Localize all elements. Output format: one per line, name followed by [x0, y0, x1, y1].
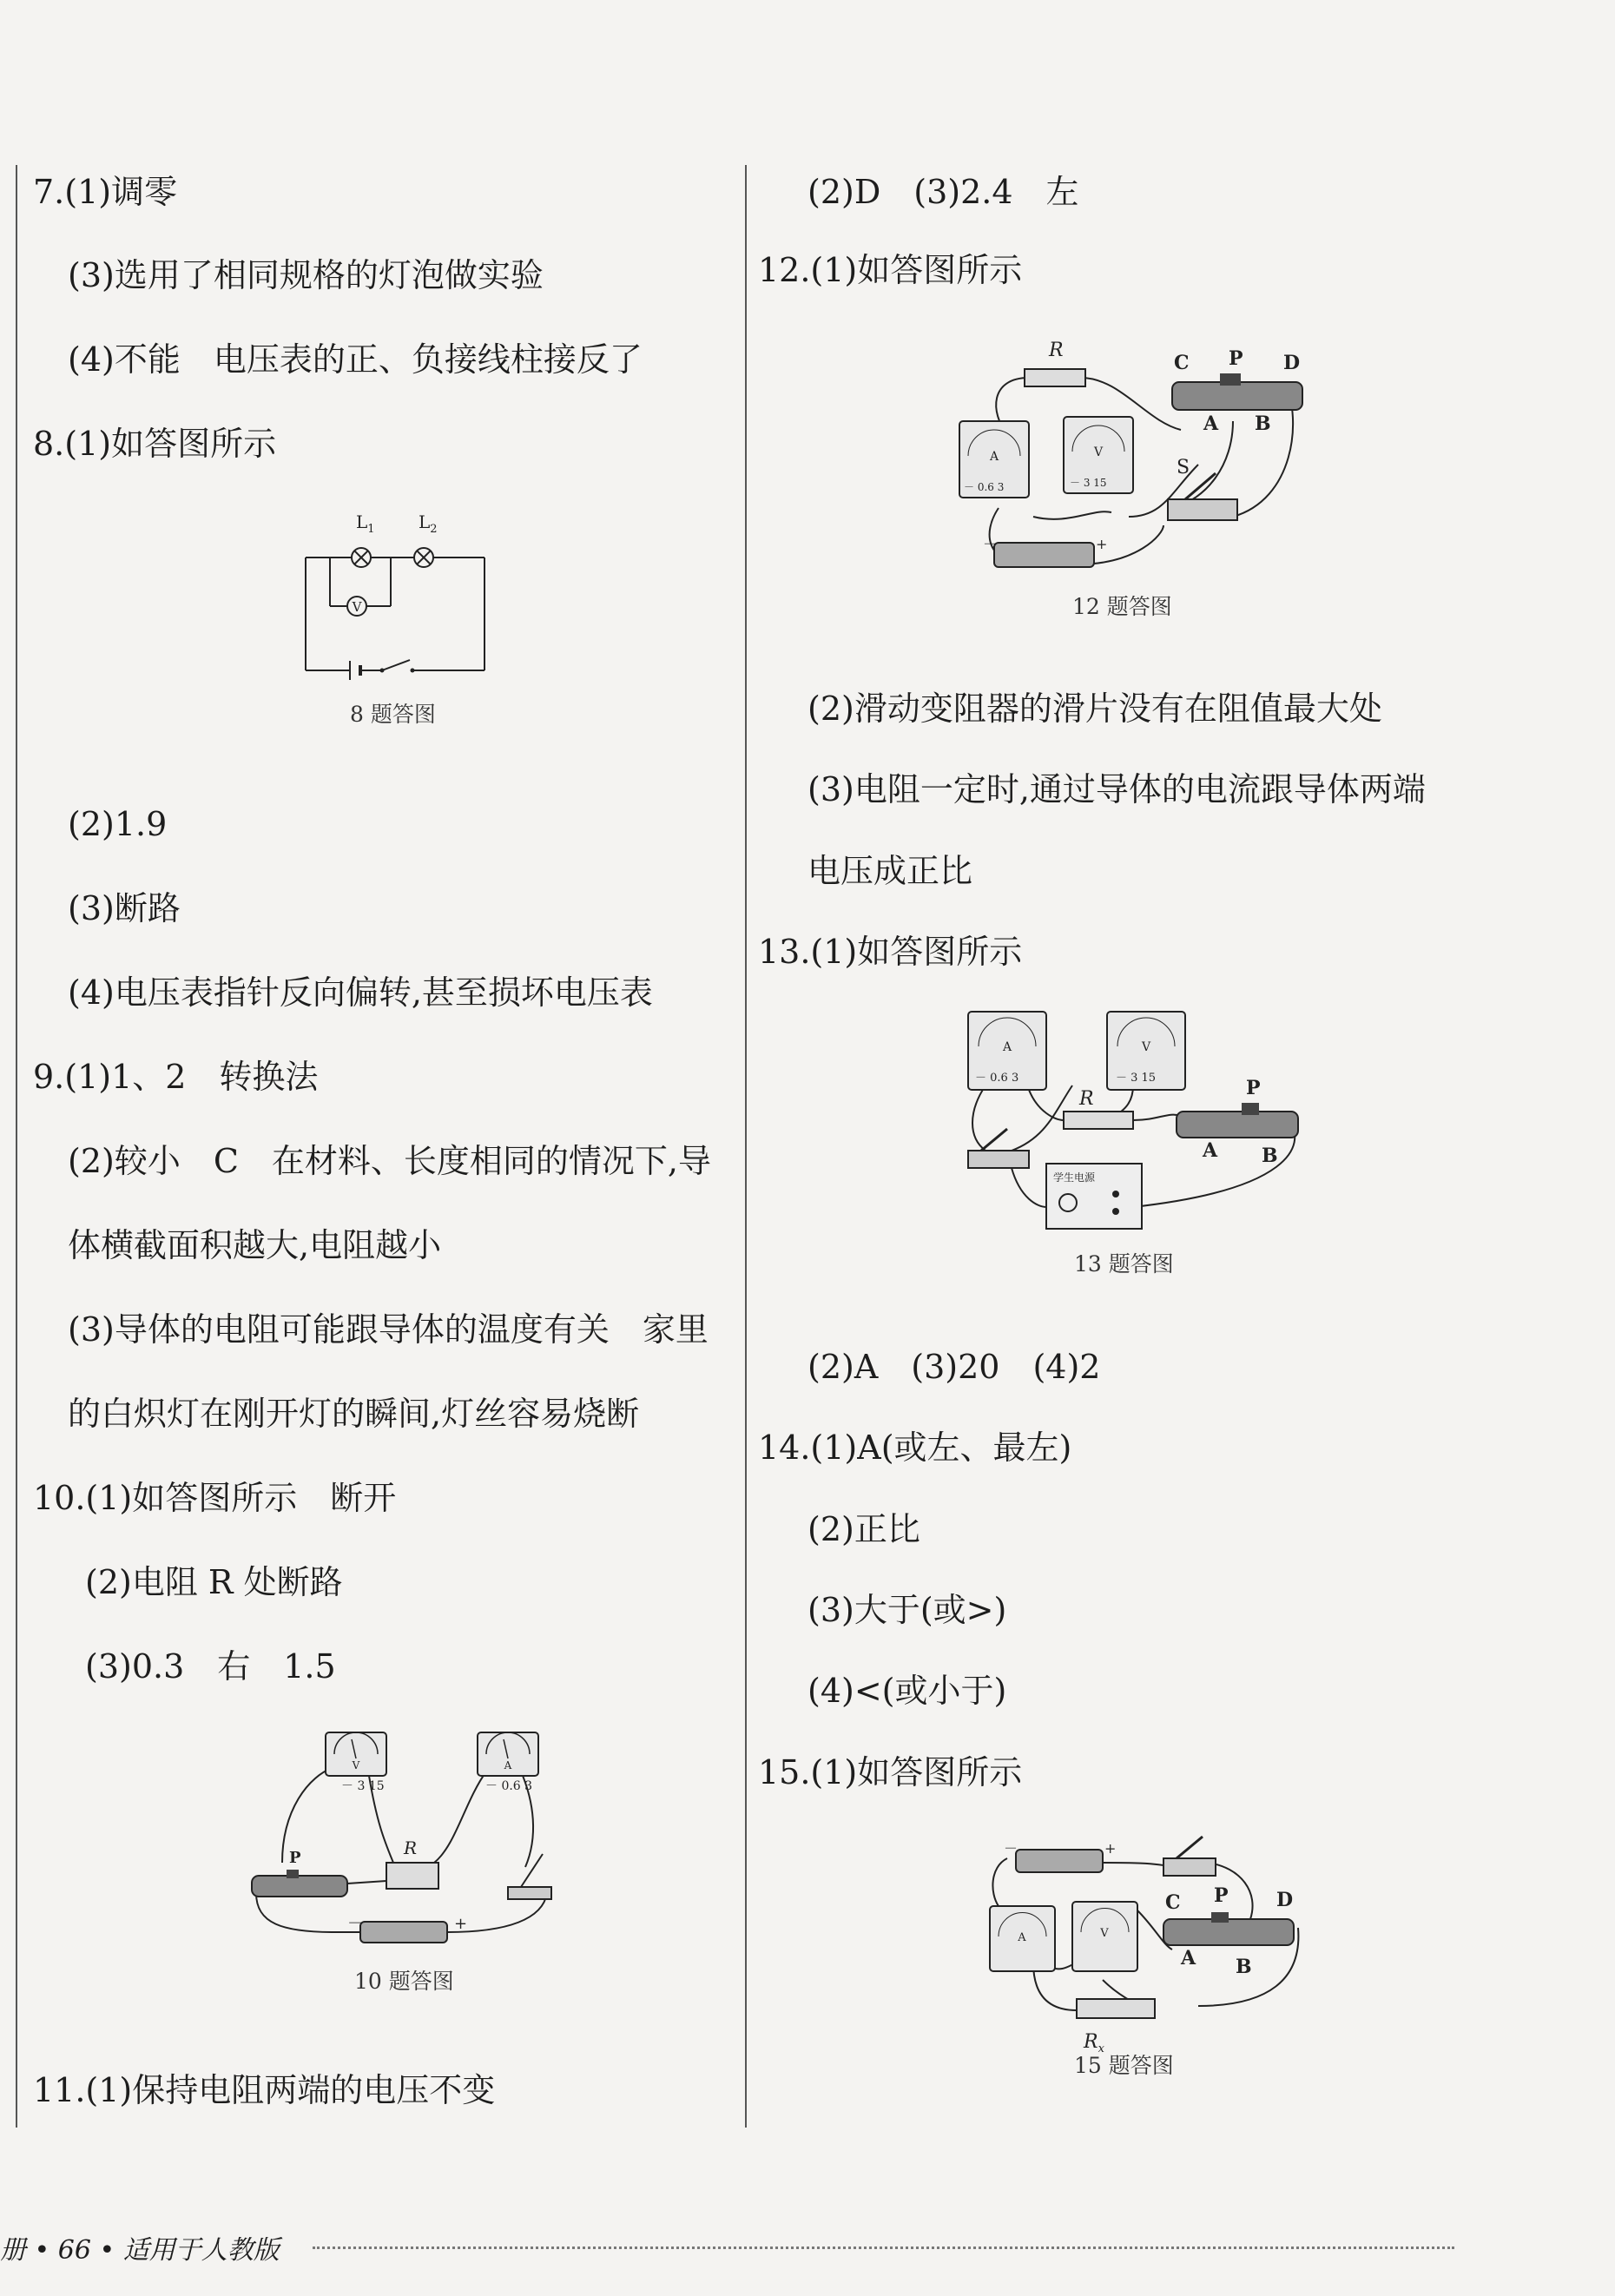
- svg-text:－ 0.6 3: － 0.6 3: [964, 481, 1005, 493]
- voltmeter-icon: [326, 1732, 386, 1793]
- answer-13-2: (2)A (3)20 (4)2: [808, 1348, 1101, 1386]
- answer-15-1: 15.(1)如答图所示: [758, 1753, 1023, 1791]
- caption-fig-15: 15 题答图: [1074, 2053, 1174, 2078]
- label-l2: $L_2$: [419, 511, 438, 536]
- figure-12-circuit: [946, 334, 1311, 573]
- answer-7-3: (3)选用了相同规格的灯泡做实验: [68, 256, 544, 294]
- svg-text:P: P: [1229, 347, 1243, 370]
- svg-text:－: －: [347, 1915, 363, 1933]
- resistor-rx-icon: [1077, 1999, 1155, 2055]
- answer-12-2: (2)滑动变阻器的滑片没有在阻值最大处: [808, 689, 1382, 728]
- svg-text:－: －: [1004, 1840, 1018, 1857]
- svg-text:A: A: [1203, 1139, 1218, 1162]
- svg-text:A: A: [1002, 1040, 1012, 1054]
- svg-text:B: B: [1236, 1956, 1252, 1978]
- battery-icon: [350, 661, 360, 680]
- battery-icon: [347, 1915, 467, 1943]
- svg-text:V: V: [1141, 1040, 1151, 1054]
- svg-text:A: A: [504, 1759, 512, 1771]
- svg-text:P: P: [289, 1849, 301, 1867]
- svg-text:V: V: [1100, 1927, 1109, 1940]
- left-margin-rule: [16, 165, 17, 2128]
- answer-7-1: 7.(1)调零: [33, 173, 178, 211]
- svg-text:P: P: [1214, 1884, 1229, 1907]
- footer-dotted-rule: [313, 2247, 1454, 2249]
- svg-text:B: B: [1255, 412, 1271, 435]
- ammeter-icon: [478, 1732, 538, 1793]
- answer-12-3-cont: 电压成正比: [808, 852, 973, 890]
- answer-9-2: (2)较小 C 在材料、长度相同的情况下,导: [68, 1142, 711, 1180]
- answer-8-2: (2)1.9: [68, 805, 168, 843]
- power-supply-icon: [1046, 1164, 1142, 1229]
- answer-9-3: (3)导体的电阻可能跟导体的温度有关 家里: [68, 1310, 709, 1349]
- battery-icon: [983, 536, 1107, 567]
- resistor-icon: [1025, 340, 1085, 386]
- answer-11-1: 11.(1)保持电阻两端的电压不变: [33, 2071, 496, 2109]
- answer-10-2: (2)电阻 R 处断路: [85, 1563, 343, 1601]
- svg-text:－ 3 15: － 3 15: [1116, 1072, 1157, 1085]
- svg-text:D: D: [1276, 1889, 1294, 1911]
- battery-icon: [1004, 1840, 1116, 1872]
- answer-7-4: (4)不能 电压表的正、负接线柱接反了: [68, 340, 643, 379]
- answer-9-3-cont: 的白炽灯在刚开灯的瞬间,灯丝容易烧断: [68, 1395, 640, 1433]
- svg-text:A: A: [1203, 412, 1219, 435]
- rheostat-icon: [252, 1849, 347, 1897]
- caption-fig-8: 8 题答图: [350, 702, 436, 727]
- lamp-l1-icon: [352, 548, 371, 567]
- svg-text:P: P: [1246, 1077, 1261, 1099]
- answer-9-2-cont: 体横截面积越大,电阻越小: [68, 1226, 442, 1264]
- svg-text:+: +: [1096, 536, 1108, 552]
- figure-13-circuit: [959, 1007, 1307, 1235]
- column-divider: [745, 165, 747, 2128]
- caption-fig-13: 13 题答图: [1074, 1251, 1174, 1277]
- answer-14-4: (4)<(或小于): [808, 1672, 1007, 1710]
- answer-12-1: 12.(1)如答图所示: [758, 251, 1023, 289]
- svg-text:D: D: [1283, 352, 1301, 374]
- answer-12-3: (3)电阻一定时,通过导体的电流跟导体两端: [808, 770, 1426, 808]
- svg-text:C: C: [1165, 1891, 1181, 1914]
- svg-text:R: R: [404, 1837, 418, 1858]
- svg-text:R: R: [1079, 1088, 1094, 1110]
- ammeter-icon: [959, 421, 1029, 498]
- answer-14-3: (3)大于(或>): [808, 1591, 1007, 1629]
- resistor-icon: [1064, 1088, 1133, 1129]
- figure-15-circuit: [981, 1832, 1311, 2054]
- figure-10-circuit: [247, 1724, 577, 1941]
- svg-text:B: B: [1262, 1145, 1278, 1167]
- answer-14-2: (2)正比: [808, 1510, 920, 1548]
- ammeter-icon: [990, 1906, 1055, 1971]
- caption-fig-10: 10 题答图: [354, 1969, 454, 1994]
- resistor-icon: [386, 1837, 438, 1889]
- switch-icon: [1163, 1837, 1216, 1876]
- label-l1: $L_1$: [356, 511, 375, 536]
- ammeter-icon: [968, 1012, 1046, 1090]
- caption-fig-12: 12 题答图: [1072, 594, 1172, 619]
- rheostat-icon: [1177, 1077, 1298, 1167]
- switch-icon: [968, 1129, 1029, 1168]
- svg-text:－: －: [983, 536, 998, 552]
- answer-14-1: 14.(1)A(或左、最左): [758, 1428, 1072, 1467]
- voltmeter-icon: [1064, 417, 1133, 493]
- svg-text:C: C: [1174, 352, 1190, 374]
- svg-text:A: A: [1018, 1931, 1026, 1944]
- page-footer: 册 • 66 • 适用于人教版: [0, 2235, 280, 2266]
- svg-text:A: A: [989, 450, 999, 464]
- rheostat-icon: [1163, 1884, 1294, 1978]
- svg-text:R: R: [1049, 340, 1064, 361]
- svg-text:Rx: $R_x$: [1084, 2031, 1104, 2055]
- svg-text:学生电源: 学生电源: [1053, 1171, 1096, 1184]
- svg-text:－ 3 15: － 3 15: [341, 1779, 385, 1793]
- switch-icon: [508, 1854, 551, 1899]
- answer-8-1: 8.(1)如答图所示: [33, 425, 277, 463]
- svg-text:+: +: [454, 1915, 468, 1933]
- answer-11-2: (2)D (3)2.4 左: [808, 173, 1079, 211]
- voltmeter-icon: [1107, 1012, 1185, 1090]
- answer-8-4: (4)电压表指针反向偏转,甚至损坏电压表: [68, 973, 653, 1012]
- svg-text:－ 0.6 3: － 0.6 3: [975, 1072, 1019, 1085]
- lamp-l2-icon: [414, 548, 433, 567]
- svg-text:－ 3 15: － 3 15: [1070, 477, 1107, 489]
- voltmeter-icon: [1072, 1902, 1137, 1971]
- svg-text:－ 0.6 3: － 0.6 3: [485, 1779, 533, 1793]
- svg-text:V: V: [352, 599, 362, 615]
- answer-10-3: (3)0.3 右 1.5: [85, 1647, 336, 1686]
- answer-9-1: 9.(1)1、2 转换法: [33, 1058, 319, 1096]
- answer-10-1: 10.(1)如答图所示 断开: [33, 1479, 397, 1517]
- voltmeter-icon: [347, 597, 366, 616]
- svg-text:V: V: [1093, 445, 1104, 459]
- svg-text:A: A: [1181, 1947, 1196, 1969]
- svg-text:+: +: [1104, 1840, 1117, 1857]
- answer-13-1: 13.(1)如答图所示: [758, 933, 1023, 971]
- svg-text:S: S: [1177, 457, 1190, 478]
- rheostat-icon: [1172, 347, 1302, 435]
- figure-8-circuit: [295, 504, 504, 677]
- answer-8-3: (3)断路: [68, 889, 181, 927]
- svg-text:V: V: [352, 1759, 360, 1771]
